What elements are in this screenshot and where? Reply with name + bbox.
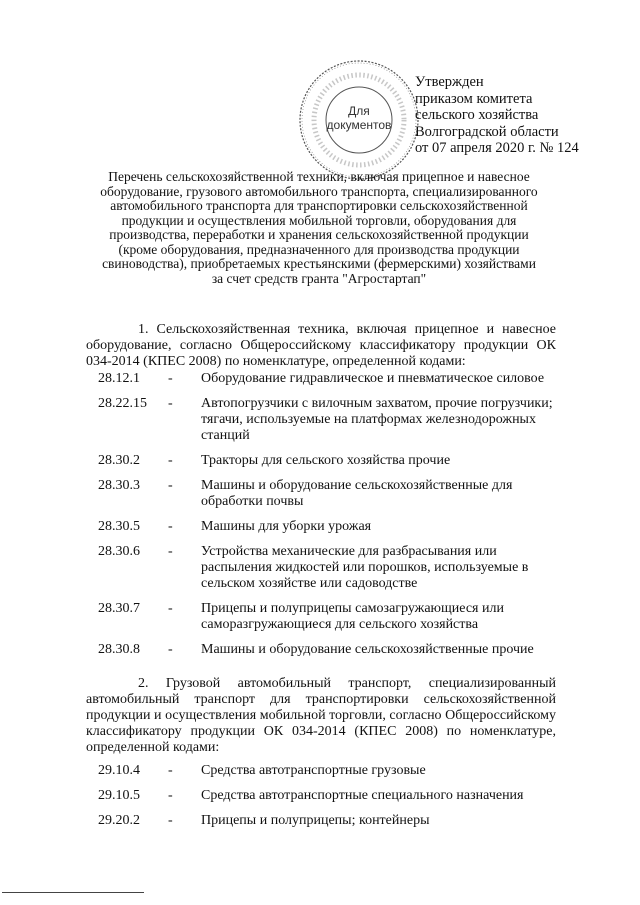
title-line: производства, переработки и хранения сельскохозяйственной продукции [109, 227, 529, 242]
dash-cell: - [168, 519, 173, 534]
code-cell: 28.12.1 [98, 371, 140, 386]
description-cell: Тракторы для сельского хозяйства прочие [201, 453, 451, 468]
code-cell: 28.30.3 [98, 478, 140, 493]
description-cell: Средства автотранспортные специального назначения [201, 788, 524, 803]
title-line: оборудование, грузового автомобильного транспорта, специализированного [100, 183, 538, 199]
approval-line: Утвержден [415, 74, 484, 90]
dash-cell: - [168, 763, 173, 778]
section-2-code-table [86, 760, 566, 835]
description-cell: Автопогрузчики с вилочным захватом, прочие погрузчики; тягачи, используемые на платформах железнодорожных станций [201, 396, 553, 443]
table-row [86, 516, 566, 541]
document-title [80, 170, 558, 286]
title-line: за счет средств гранта "Агростартап" [211, 270, 427, 286]
title-line: свиноводства), приобретаемых крестьянскими (фермерскими) хозяйствами [102, 256, 536, 271]
table-row [86, 541, 566, 598]
description-cell: Машины и оборудование сельскохозяйственные для обработки почвы [201, 478, 513, 509]
code-cell: 28.30.5 [98, 519, 140, 534]
approval-line: сельского хозяйства [415, 107, 539, 123]
table-row [86, 785, 566, 810]
description-cell: Устройства механические для разбрасывания или распыления жидкостей или порошков, используемые в сельском хозяйстве или садоводстве [201, 544, 529, 591]
code-cell: 28.30.2 [98, 453, 140, 468]
table-row [86, 598, 566, 639]
stamp-line-1: Для [348, 104, 370, 118]
description-cell: Средства автотранспортные грузовые [201, 763, 426, 778]
code-cell: 28.22.15 [98, 396, 147, 411]
dash-cell: - [168, 478, 173, 493]
dash-cell: - [168, 813, 173, 828]
code-cell: 29.10.5 [98, 788, 140, 803]
table-row [86, 393, 566, 450]
stamp-line-2: документов [326, 118, 392, 132]
section-2-text: 2. Грузовой автомобильный транспорт, специализированный автомобильный транспорт для транспортировки сельскохозяйственной продукции и осуществления мобильной торговли, согласно Общероссийскому классификатору продукции ОК 034-2014 (КПЕС 2008) по номенклатуре, определенной кодами: [86, 676, 556, 755]
table-row [86, 639, 566, 664]
dash-cell: - [168, 453, 173, 468]
approval-line: Волгоградской области [415, 123, 559, 140]
section-2-paragraph [86, 676, 556, 756]
document-stamp [297, 58, 421, 182]
description-cell: Машины для уборки урожая [201, 519, 372, 534]
table-row [86, 760, 566, 785]
code-cell: 29.10.4 [98, 763, 140, 778]
code-cell: 29.20.2 [98, 813, 140, 828]
dash-cell: - [168, 396, 173, 411]
table-row [86, 810, 566, 835]
approval-line: от 07 апреля 2020 г. № 124 [415, 140, 579, 156]
description-cell: Прицепы и полуприцепы; контейнеры [201, 813, 430, 828]
table-row [86, 475, 566, 516]
dash-cell: - [168, 642, 173, 657]
table-row [86, 450, 566, 475]
code-cell: 28.30.7 [98, 601, 140, 616]
title-line: продукции и осуществления мобильной торговли, оборудования для [121, 212, 517, 228]
approval-line: приказом комитета [415, 90, 533, 107]
section-1-paragraph [86, 322, 556, 370]
dash-cell: - [168, 788, 173, 803]
stamp-center-text [297, 104, 421, 132]
title-line: Перечень сельскохозяйственной техники, включая прицепное и навесное [108, 169, 530, 184]
description-cell: Оборудование гидравлическое и пневматическое силовое [201, 371, 545, 386]
description-cell: Машины и оборудование сельскохозяйственные прочие [201, 642, 534, 657]
description-cell: Прицепы и полуприцепы самозагружающиеся или саморазгружающиеся для сельского хозяйства [201, 601, 504, 632]
dash-cell: - [168, 544, 173, 559]
section-1-code-table [86, 368, 566, 664]
dash-cell: - [168, 601, 173, 616]
code-cell: 28.30.6 [98, 544, 140, 559]
section-1-text: 1. Сельскохозяйственная техника, включая прицепное и навесное оборудование, согласно Общероссийскому классификатору продукции ОК 034-2014 (КПЕС 2008) по номенклатуре, определенной кодами: [86, 322, 556, 369]
footer-divider [2, 892, 144, 893]
title-line: автомобильного транспорта для транспортировки сельскохозяйственной [110, 198, 528, 213]
title-line: (кроме оборудования, предназначенного для производства продукции [118, 241, 520, 257]
approval-block [415, 74, 635, 157]
table-row [86, 368, 566, 393]
code-cell: 28.30.8 [98, 642, 140, 657]
dash-cell: - [168, 371, 173, 386]
